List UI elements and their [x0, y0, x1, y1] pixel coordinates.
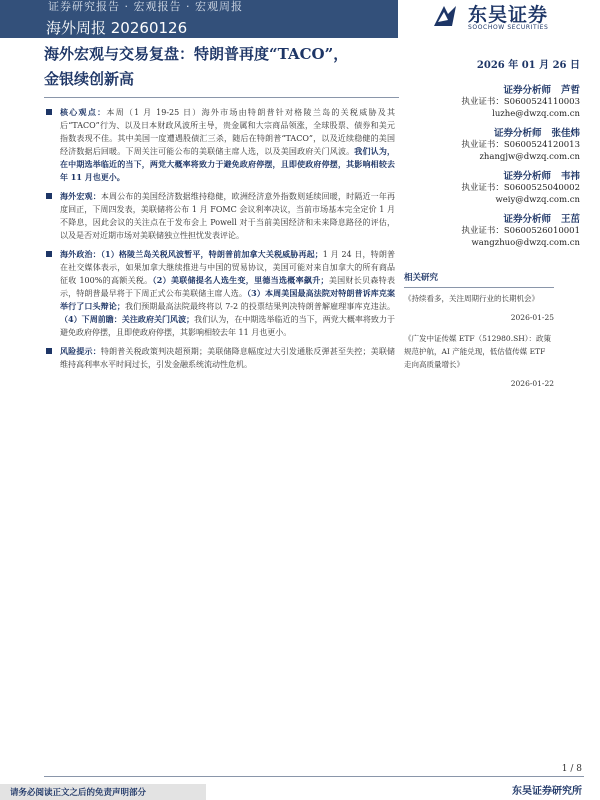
bullet-emphasis: 我们认为，在中期选举临近的当下，两党大概率将致力于避免政府停摆，且即使政府停摆，其影响相较去年 11 月也更小。 [60, 146, 395, 182]
report-series: 海外周报 20260126 [46, 19, 188, 37]
bullet-overseas-macro [46, 190, 395, 242]
report-title [44, 42, 424, 92]
analyst-cert: 执业证书：S0600525040002 [461, 183, 580, 193]
company-logo [430, 0, 580, 36]
politics-point-1: （1）格陵兰岛关税风波暂平，特朗普前加拿大关税威胁再起； [100, 249, 323, 259]
analyst-cert: 执业证书：S0600524120013 [461, 140, 580, 150]
related-item-title[interactable]: 《持续看多，关注周期行业的长期机会》 [404, 294, 539, 303]
bullet-label: 海外宏观： [60, 191, 101, 201]
analyst-name: 王茁 [560, 214, 580, 225]
analyst-block [448, 125, 580, 163]
footer-divider [44, 776, 584, 777]
report-summary [46, 106, 395, 377]
title-line-1: 海外宏观与交易复盘：特朗普再度“TACO”， [44, 45, 349, 63]
analyst-email[interactable]: zhangjw@dwzq.com.cn [479, 152, 580, 162]
bullet-label: 核心观点： [60, 107, 107, 117]
related-item-date: 2026-01-25 [510, 313, 554, 322]
analyst-cert: 执业证书：S0600526010001 [461, 226, 580, 236]
title-line-2: 金银续创新高 [44, 70, 135, 88]
politics-text-4: 我们认为，在中期选举临近的当下，两党大概率将致力于避免政府停摆，且即使政府停摆，其影响相较去年 11 月也更小。 [60, 315, 395, 337]
page-number: 1 / 8 [561, 764, 582, 774]
politics-text-2: 美国财长贝森特表示，特朗普最早将于下周正式公布美联储主席人选。 [60, 276, 395, 298]
analyst-role: 证券分析师 [503, 214, 551, 225]
bullet-core-view [46, 106, 395, 184]
bullet-overseas-politics [46, 248, 395, 339]
analyst-cert: 执业证书：S0600524110003 [461, 97, 580, 107]
footer-organization: 东吴证券研究所 [512, 786, 582, 797]
analyst-email[interactable]: wangzhuo@dwzq.com.cn [471, 238, 580, 248]
politics-point-3: （3）本周美国最高法院对特朗普诉库克案举行了口头辩论； [60, 288, 395, 311]
disclaimer-banner [0, 784, 206, 800]
analyst-panel [448, 82, 580, 254]
bullet-text: 本周（1 月 19-25 日）海外市场由特朗普针对格陵兰岛的关税威胁及其后“TACO”行为、以及日本财政风波所主导，贵金属和大宗商品领涨，全球股票、债券和美元指数表现不佳。其中美国一度遭遇股债汇三杀，随后在特朗普“TACO”，以及近续稳健的美国经济数据后回暖。下周关注可能公布的美联储主席人选，以及美国政府关门风波。 [60, 108, 396, 156]
logo-text-en: SOOCHOW SECURITIES [468, 24, 549, 31]
bullet-text: 特朗普关税政策判决超预期；美联储降息幅度过大引发通胀反弹甚至失控；美联储维持高利率水平时间过长，引发金融系统流动性危机。 [60, 347, 395, 369]
bullet-square-icon [46, 193, 52, 199]
analyst-role: 证券分析师 [493, 128, 542, 139]
analyst-block [448, 168, 580, 206]
bullet-risk [46, 345, 395, 371]
header-bar [0, 0, 398, 38]
bullet-label: 风险提示： [60, 346, 101, 356]
logo-text-cn: 东吴证券 [468, 4, 549, 26]
title-divider [44, 97, 399, 98]
bullet-square-icon [46, 348, 52, 354]
related-item-title[interactable]: 《广发中证传媒 ETF（512980.SH）：政策规范护航，AI 产能兑现，低估值传媒 ETF 走向高质量增长》 [404, 334, 552, 369]
related-heading: 相关研究 [404, 272, 554, 288]
bullet-label: 海外政治： [60, 249, 101, 259]
politics-point-2: （2）美联储提名人选生变，里德当选概率飙升； [152, 275, 329, 285]
analyst-name: 韦祎 [560, 171, 580, 182]
politics-point-4: （4）下周前瞻：关注政府关门风波； [60, 314, 195, 324]
analyst-role: 证券分析师 [503, 171, 551, 182]
bullet-text: 本周公布的美国经济数据维持稳健，欧洲经济意外指数则延续回暖，时隔近一年再度回正，下周四发表，美联储将公布 1 月 FOMC 会议利率决议，当前市场基本完全定价 1 月不降息，因此会议的关注点在于发布会上 Powell 对于当前美国经济和未来降息路径的评估，以及是否对近期市场对美联储独立性担忧发表评论。 [60, 192, 395, 240]
report-category: 证券研究报告 · 宏观报告 · 宏观周报 [48, 0, 243, 13]
analyst-role: 证券分析师 [503, 85, 551, 96]
politics-text-1: 1 月 24 日，特朗普在社交媒体表示，如果加拿大继续推进与中国的贸易协议，美国可能对来自加拿大的所有商品征收 100%的高额关税。 [60, 250, 395, 285]
politics-text-3: 我们预期最高法院最终将以 7-2 的投票结果判决特朗普解雇理事库克违法。 [124, 302, 396, 311]
report-date: 2026 年 01 月 26 日 [476, 60, 580, 71]
related-item[interactable] [404, 332, 554, 390]
disclaimer-text: 请务必阅读正文之后的免责声明部分 [10, 788, 147, 798]
analyst-email[interactable]: weiy@dwzq.com.cn [495, 195, 580, 205]
analyst-block [448, 82, 580, 120]
related-item-date: 2026-01-22 [510, 379, 554, 388]
analyst-block [448, 211, 580, 249]
related-research [404, 272, 554, 398]
bullet-square-icon [46, 109, 52, 115]
bullet-square-icon [46, 251, 52, 257]
logo-mark-icon [430, 2, 460, 30]
analyst-email[interactable]: luzhe@dwzq.com.cn [492, 109, 580, 119]
analyst-name: 张佳炜 [551, 128, 580, 139]
analyst-name: 芦哲 [560, 85, 580, 96]
related-item[interactable] [404, 292, 554, 324]
